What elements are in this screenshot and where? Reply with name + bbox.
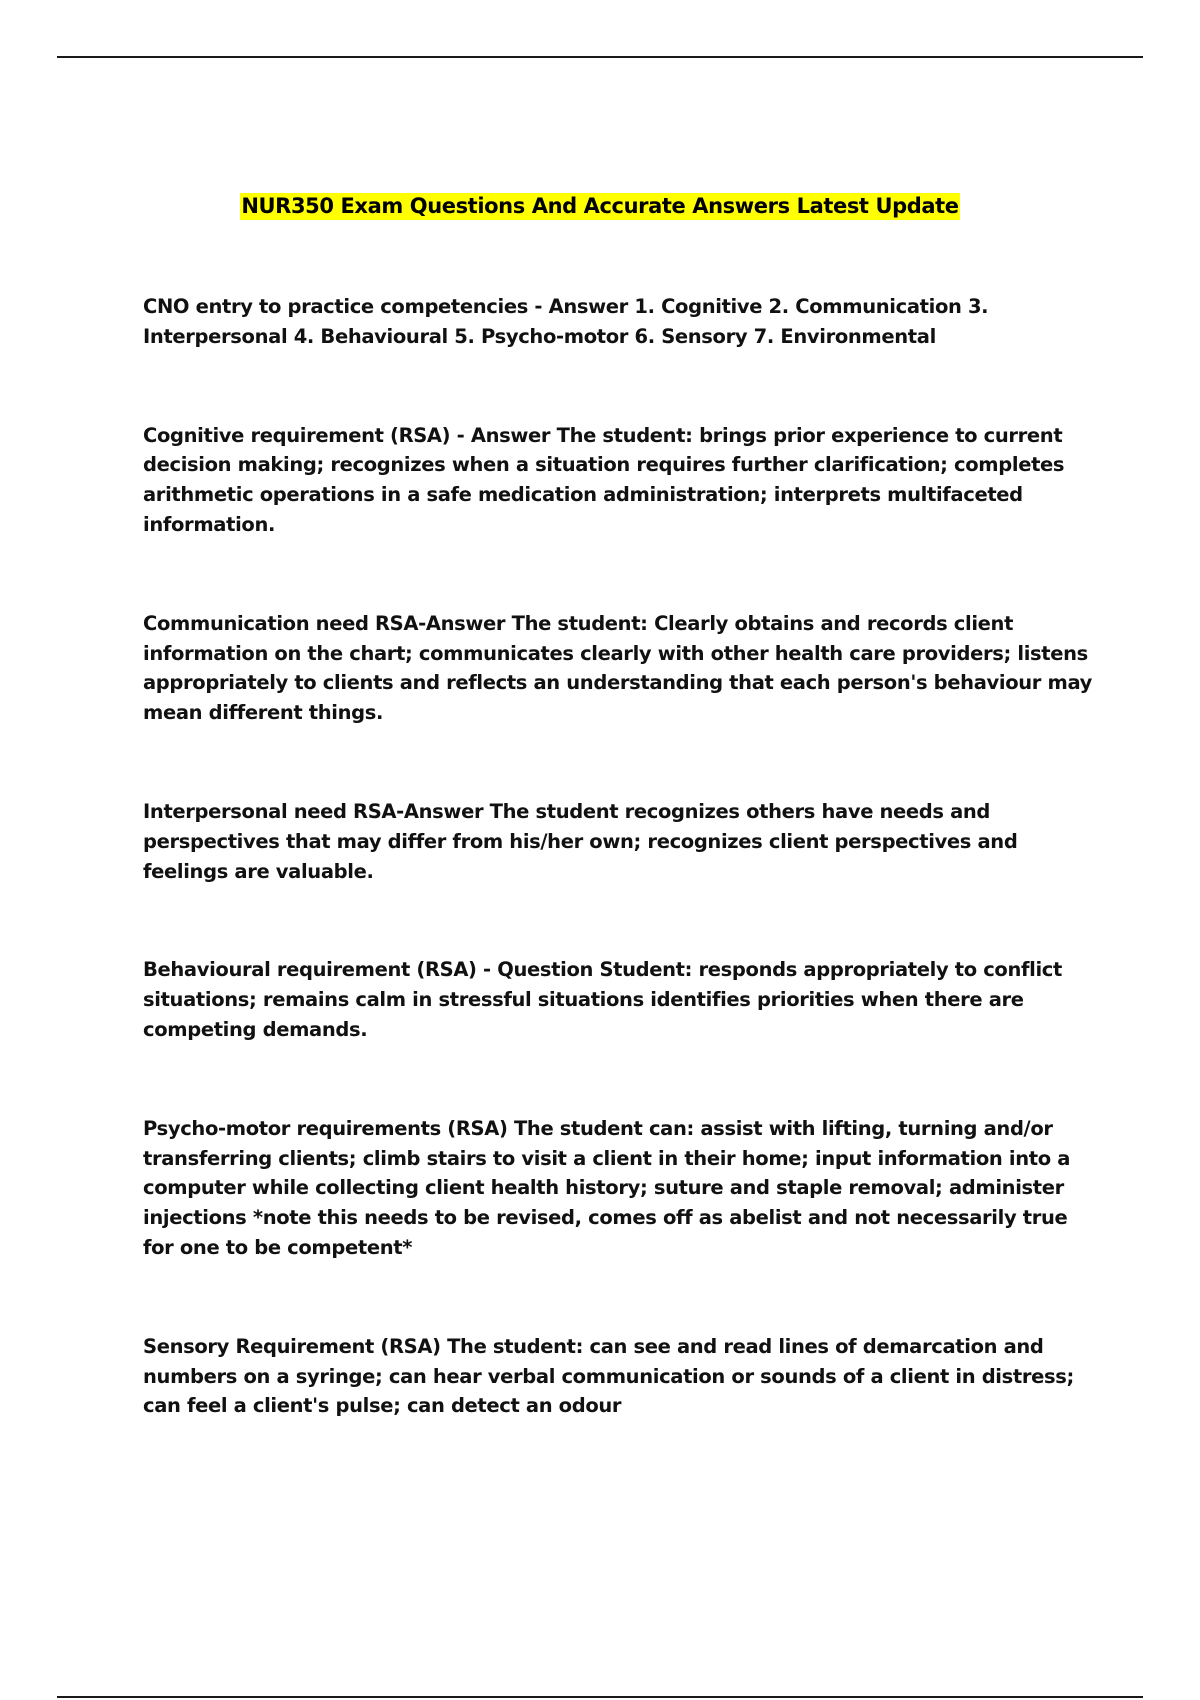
document-title: NUR350 Exam Questions And Accurate Answers Latest Update	[241, 194, 959, 218]
title-container	[0, 193, 1200, 220]
qa-entry-interpersonal: Interpersonal need RSA-Answer The student recognizes others have needs and perspectives that may differ from his/her own; recognizes client perspectives and feelings are valuable.	[143, 799, 1018, 883]
qa-entry-sensory: Sensory Requirement (RSA) The student: can see and read lines of demarcation and numbers on a syringe; can hear verbal communication or sounds of a client in distress; can feel a client's pulse; can detect an odour	[143, 1334, 1074, 1418]
qa-entry-competencies: CNO entry to practice competencies - Answer 1. Cognitive 2. Communication 3. Interpersonal 4. Behavioural 5. Psycho-motor 6. Sensory 7. Environmental	[143, 295, 989, 348]
qa-entry-behavioural: Behavioural requirement (RSA) - Question Student: responds appropriately to conflict situations; remains calm in stressful situations identifies priorities when there are competing demands.	[143, 958, 1062, 1041]
qa-entry-psycho-motor: Psycho-motor requirements (RSA) The student can: assist with lifting, turning and/or transferring clients; climb stairs to visit a client in their home; input information into a computer while collecting client health history; suture and staple removal; administer injections *note this needs to be revised, comes off as abelist and not necessarily true for one to be competent*	[143, 1116, 1071, 1259]
document-body	[143, 292, 1093, 1421]
top-rule	[57, 56, 1143, 58]
qa-entry-communication: Communication need RSA-Answer The student: Clearly obtains and records client information on the chart; communicates clearly with other health care providers; listens appropriately to clients and reflects an understanding that each person's behaviour may mean different things.	[143, 611, 1093, 725]
bottom-rule	[57, 1696, 1143, 1698]
qa-entry-cognitive: Cognitive requirement (RSA) - Answer The student: brings prior experience to current decision making; recognizes when a situation requires further clarification; completes arithmetic operations in a safe medication administration; interprets multifaceted information.	[143, 423, 1065, 536]
